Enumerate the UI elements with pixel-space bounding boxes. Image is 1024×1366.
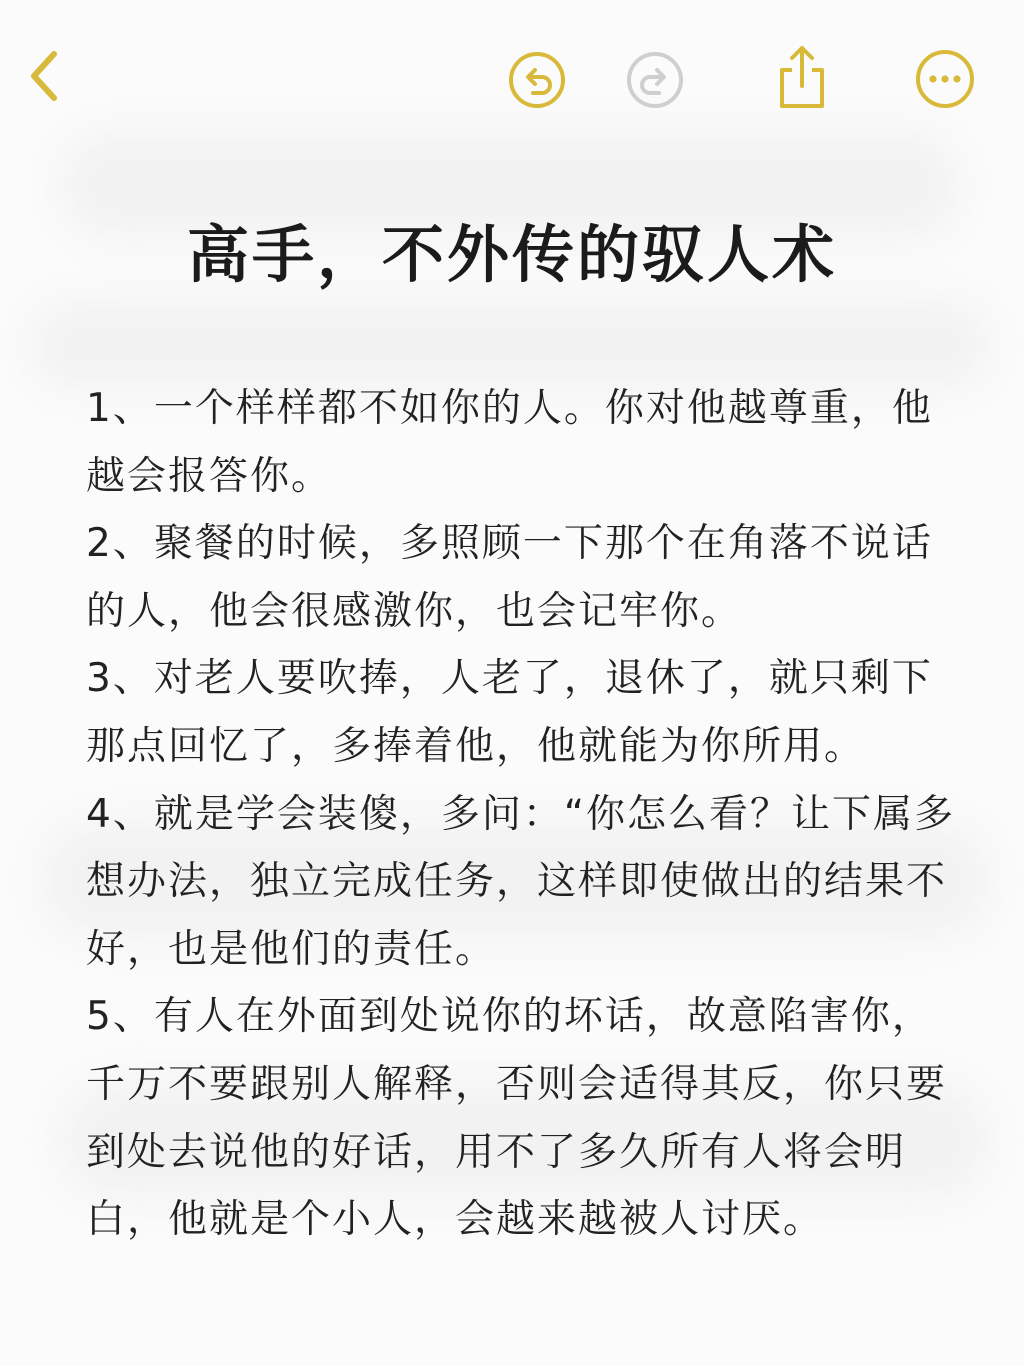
list-item: 4、就是学会装傻，多问：“你怎么看？让下属多想办法，独立完成任务，这样即使做出的结果不好，也是他们的责任。 xyxy=(86,791,956,972)
undo-button[interactable] xyxy=(507,50,567,110)
note-title: 高手，不外传的驭人术 xyxy=(186,218,837,291)
more-button[interactable] xyxy=(914,48,976,110)
list-item: 3、对老人要吹捧，人老了，退休了，就只剩下那点回忆了，多捧着他，他就能为你所用。 xyxy=(86,656,933,769)
undo-icon xyxy=(507,50,567,110)
share-button[interactable] xyxy=(770,40,834,112)
share-icon xyxy=(770,40,834,112)
chevron-left-icon xyxy=(22,44,70,108)
redo-button[interactable] xyxy=(625,50,685,110)
more-icon xyxy=(914,48,976,110)
note-toolbar xyxy=(0,0,1024,160)
back-button[interactable] xyxy=(22,44,70,108)
redo-icon xyxy=(625,50,685,110)
list-item: 2、聚餐的时候，多照顾一下那个在角落不说话的人，他会很感激你，也会记牢你。 xyxy=(86,521,933,634)
list-item: 5、有人在外面到处说你的坏话，故意陷害你，千万不要跟别人解释，否则会适得其反，你只要到处去说他的好话，用不了多久所有人将会明白，他就是个小人，会越来越被人讨厌。 xyxy=(86,994,948,1243)
note-body[interactable] xyxy=(86,375,956,1254)
list-item: 1、一个样样都不如你的人。你对他越尊重，他越会报答你。 xyxy=(86,386,933,499)
